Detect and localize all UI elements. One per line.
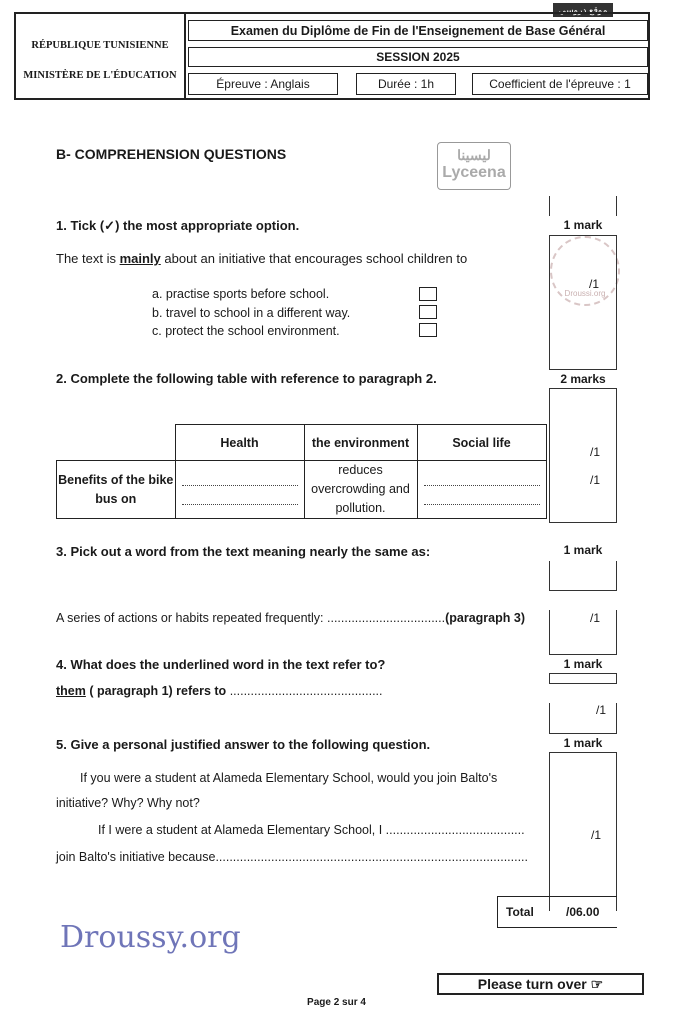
q5-question-line-2: initiative? Why? Why not? <box>56 796 200 810</box>
duree-label: Durée : 1h <box>356 73 456 95</box>
republic-label: RÉPUBLIQUE TUNISIENNE <box>31 40 169 51</box>
table-header-environment: the environment <box>304 425 417 461</box>
table-header-health: Health <box>175 425 304 461</box>
q3-paragraph-ref: (paragraph 3) <box>445 611 525 625</box>
q4-prompt-line <box>56 684 383 698</box>
q3-title: 3. Pick out a word from the text meaning nearly the same as: <box>56 544 431 559</box>
q3-answer-blank[interactable]: .................................. <box>327 611 446 625</box>
session-label: SESSION 2025 <box>188 47 648 67</box>
q1-checkbox-c[interactable] <box>419 323 437 337</box>
section-title: B- COMPREHENSION QUESTIONS <box>56 146 287 162</box>
q2-title: 2. Complete the following table with reference to paragraph 2. <box>56 371 437 386</box>
q4-mark: 1 mark <box>549 654 617 674</box>
exam-title: Examen du Diplôme de Fin de l'Enseignement de Base Général <box>188 20 648 41</box>
q3-divider <box>549 590 617 610</box>
environment-cell: reduces overcrowding and pollution. <box>304 461 417 519</box>
q4-underlined-word: them <box>56 684 86 698</box>
q1-mark: 1 mark <box>549 216 617 236</box>
q1-score: /1 <box>588 277 599 291</box>
q1-stem <box>56 251 467 266</box>
total-value: /06.00 <box>566 905 600 919</box>
q5-answer-blank-1[interactable]: ........................................ <box>385 823 525 837</box>
q3-prompt-line <box>56 611 525 625</box>
ministry-label: MINISTÈRE DE L'ÉDUCATION <box>23 70 177 81</box>
q4-prompt: ( paragraph 1) refers to <box>85 684 227 698</box>
table-row-label: Benefits of the bike bus on <box>57 461 176 519</box>
benefits-table <box>56 424 547 519</box>
lyceena-logo <box>437 142 511 190</box>
page-number: Page 2 sur 4 <box>307 997 366 1008</box>
q3-mark: 1 mark <box>549 541 617 561</box>
droussy-watermark: Droussy.org <box>60 920 241 955</box>
table-header-social: Social life <box>417 425 546 461</box>
q5-answer-because: join Balto's initiative because <box>56 850 216 864</box>
site-tag: موقع دروسي <box>553 3 613 17</box>
q2-score-2: /1 <box>589 473 600 487</box>
health-answer-field[interactable] <box>175 461 304 519</box>
social-blank-line-1 <box>424 475 540 486</box>
q4-title: 4. What does the underlined word in the text refer to? <box>56 657 386 672</box>
q1-stem-post: about an initiative that encourages school children to <box>160 251 468 266</box>
total-box <box>497 896 617 928</box>
exam-header <box>14 12 650 100</box>
q5-answer-blank-2[interactable]: .......................................................................................... <box>215 850 528 864</box>
logo-arabic: ليسينا <box>457 147 491 163</box>
q1-option-b: b. travel to school in a different way. <box>152 306 351 320</box>
q2-score-1: /1 <box>589 445 600 459</box>
q5-answer-start: If I were a student at Alameda Elementary School, I <box>98 823 383 837</box>
ministry-block <box>16 14 186 98</box>
q1-checkbox-a[interactable] <box>419 287 437 301</box>
badge-text: Droussi.org <box>564 289 606 298</box>
q5-title: 5. Give a personal justified answer to the following question. <box>56 737 431 752</box>
q5-answer-line-1 <box>98 823 525 837</box>
q1-option-c: c. protect the school environment. <box>152 324 340 338</box>
q4-divider <box>549 683 617 703</box>
q1-stem-pre: The text is <box>56 251 120 266</box>
q1-title: 1. Tick (✓) the most appropriate option. <box>56 218 300 233</box>
q4-answer-blank[interactable]: ............................................ <box>229 684 383 698</box>
q1-stem-emph: mainly <box>119 251 161 266</box>
social-answer-field[interactable] <box>417 461 546 519</box>
health-blank-line-1 <box>182 475 298 486</box>
table-corner <box>57 425 176 461</box>
q2-divider <box>549 522 617 542</box>
q2-mark: 2 marks <box>549 369 617 389</box>
q5-score: /1 <box>590 828 601 842</box>
q5-answer-line-2 <box>56 850 528 864</box>
q1-checkbox-b[interactable] <box>419 305 437 319</box>
turn-over-box: Please turn over ☞ <box>437 973 644 995</box>
coefficient-label: Coefficient de l'épreuve : 1 <box>472 73 648 95</box>
q5-question-line-1: If you were a student at Alameda Elementary School, would you join Balto's <box>80 771 498 785</box>
health-blank-line-2 <box>182 494 298 505</box>
q5-mark: 1 mark <box>549 733 617 753</box>
q4-score: /1 <box>595 703 606 717</box>
logo-latin: Lyceena <box>442 164 506 181</box>
q3-score: /1 <box>589 611 600 625</box>
q1-option-a: a. practise sports before school. <box>152 287 330 301</box>
epreuve-label: Épreuve : Anglais <box>188 73 338 95</box>
social-blank-line-2 <box>424 494 540 505</box>
q3-prompt: A series of actions or habits repeated frequently: <box>56 611 324 625</box>
total-label: Total <box>506 905 534 919</box>
